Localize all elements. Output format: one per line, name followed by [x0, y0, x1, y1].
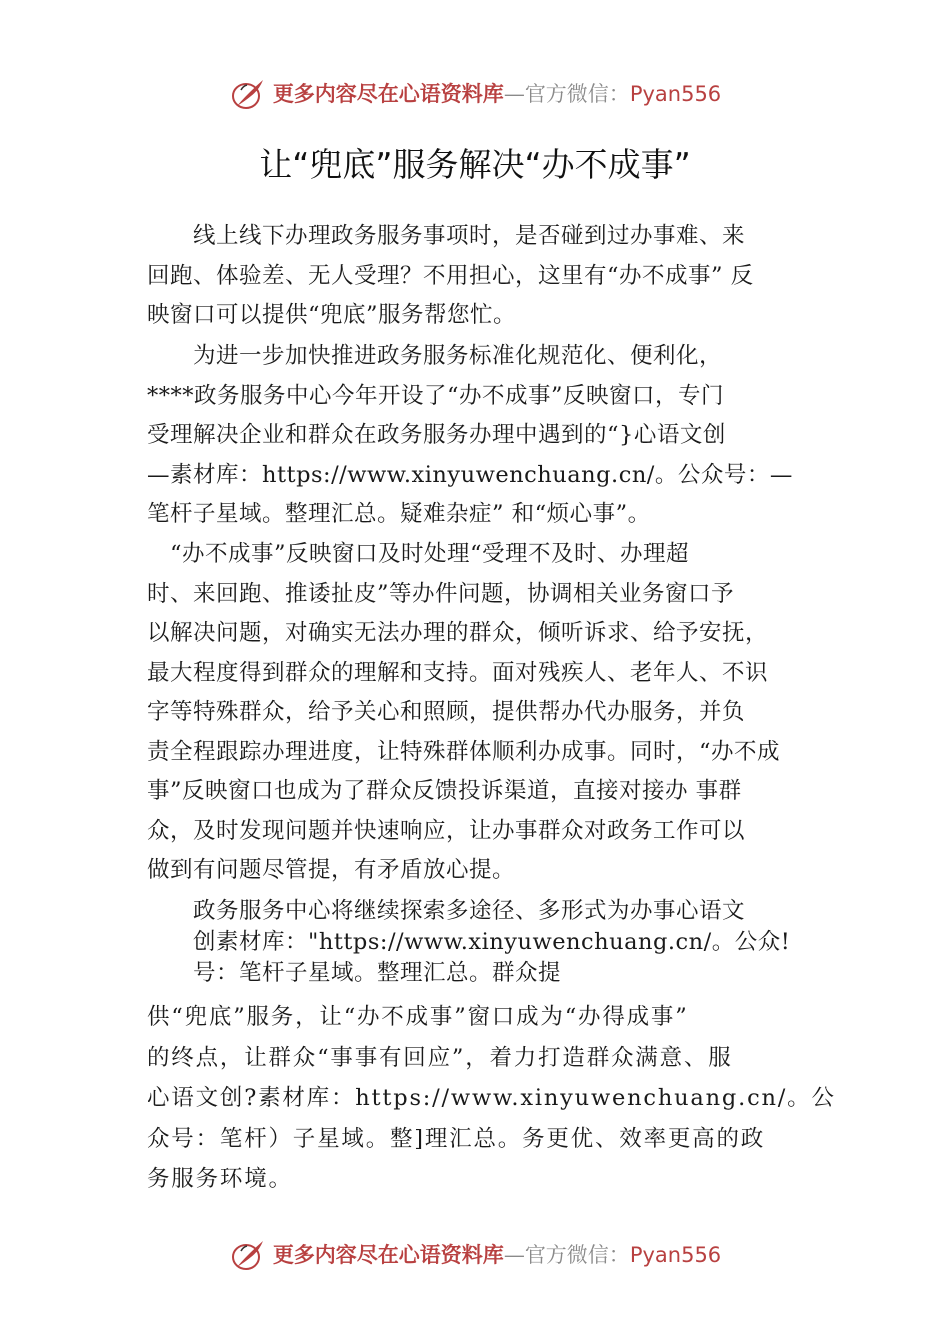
text-line: 线上线下办理政务服务事项时，是否碰到过办事难、来	[147, 223, 746, 249]
banner-official-label: 官方微信：	[524, 1243, 630, 1267]
banner-wechat-id: Pyan556	[629, 1243, 722, 1267]
banner-separator: —	[503, 82, 525, 106]
paragraph-5	[147, 997, 836, 1200]
banner-separator: —	[503, 1243, 525, 1267]
text-line: 字等特殊群众，给予关心和照顾，提供帮办代办服务，并负	[147, 699, 746, 725]
text-line: 心语文创?素材库：https://www.xinyuwenchuang.cn/。公	[147, 1085, 836, 1111]
footer-banner	[0, 1237, 950, 1273]
text-line: 回跑、体验差、无人受理？不用担心，这里有“办不成事” 反	[147, 262, 754, 289]
text-line: 受理解决企业和群众在政务服务办理中遇到的“}心语文创	[147, 422, 726, 448]
text-line: 时、来回跑、推诿扯皮”等办件问题，协调相关业务窗口予	[147, 580, 735, 607]
text-line: 创素材库："https://www.xinyuwenchuang.cn/。公众!	[147, 929, 791, 955]
text-line: ****政务服务中心今年开设了“办不成事”反映窗口，专门	[147, 382, 725, 409]
quill-logo-icon	[229, 76, 269, 112]
text-line: 众，及时发现问题并快速响应，让办事群众对政务工作可以	[147, 817, 746, 844]
quill-logo-icon	[229, 1237, 269, 1273]
text-line: 政务服务中心将继续探索多途径、多形式为办事心语文	[147, 898, 746, 924]
text-line: 责全程跟踪办理进度，让特殊群体顺利办成事。同时，“办不成	[147, 738, 781, 765]
banner-wechat-id: Pyan556	[629, 82, 722, 106]
text-line: 事”反映窗口也成为了群众反馈投诉渠道，直接对接办 事群	[147, 778, 742, 804]
banner-text: 更多内容尽在心语资料库	[272, 1242, 504, 1267]
banner-text: 更多内容尽在心语资料库	[272, 81, 504, 106]
text-line: 笔杆子星域。整理汇总。疑难杂症” 和“烦心事”。	[147, 501, 651, 527]
text-line: 为进一步加快推进政务服务标准化规范化、便利化，	[147, 343, 723, 369]
text-line: 映窗口可以提供“兜底”服务帮您忙。	[147, 302, 517, 328]
text-line: 以解决问题，对确实无法办理的群众，倾听诉求、给予安抚，	[147, 620, 769, 646]
paragraph-3	[147, 535, 812, 891]
page-title: 让“兜底”服务解决“办不成事”	[259, 145, 691, 184]
text-line: 最大程度得到群众的理解和支持。面对残疾人、老年人、不识	[147, 659, 769, 686]
banner-official-label: 官方微信：	[524, 82, 630, 106]
paragraph-4	[147, 896, 812, 989]
text-line: 号：笔杆子星域。整理汇总。群众提	[147, 960, 562, 986]
text-line: 做到有问题尽管提，有矛盾放心提。	[147, 857, 516, 883]
text-line: 的终点，让群众“事事有回应”，着力打造群众满意、服	[147, 1044, 733, 1071]
text-line: “办不成事”反映窗口及时处理“受理不及时、办理超	[147, 541, 690, 567]
paragraph-1	[147, 217, 812, 336]
header-banner	[0, 76, 950, 112]
text-line: 务服务环境。	[147, 1166, 293, 1192]
text-line: 供“兜底”服务，让“办不成事”窗口成为“办得成事”	[147, 1004, 689, 1030]
paragraph-2	[147, 337, 812, 535]
text-line: —素材库：https://www.xinyuwenchuang.cn/。公众号：—	[147, 461, 793, 488]
text-line: 众号：笔杆）子星域。整]理汇总。务更优、效率更高的政	[147, 1125, 766, 1152]
